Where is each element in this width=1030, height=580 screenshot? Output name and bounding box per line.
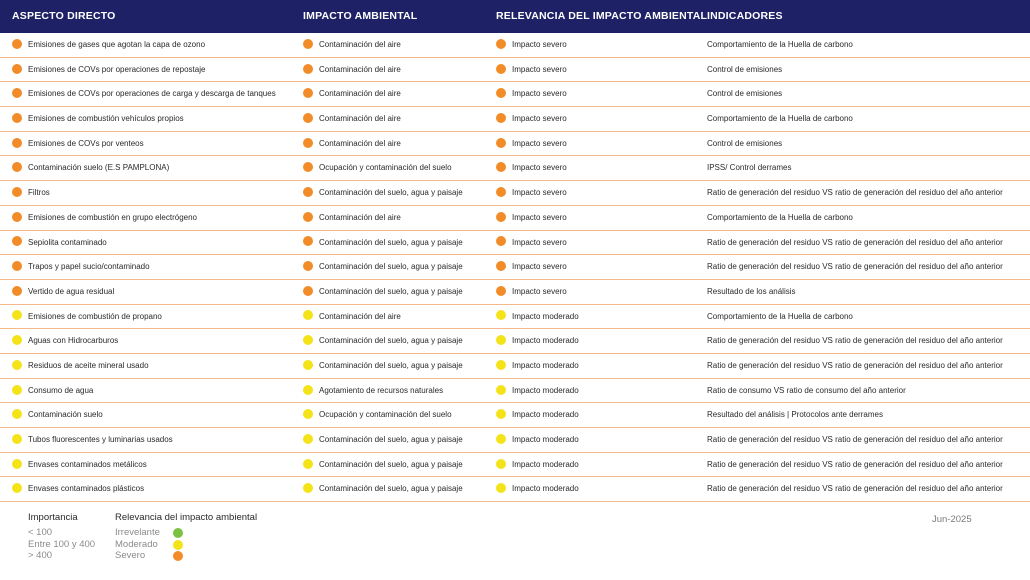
aspect-cell — [12, 206, 197, 230]
aspect-text: Emisiones de gases que agotan la capa de ozono — [28, 40, 206, 49]
aspect-text: Emisiones de combustión vehículos propios — [28, 114, 184, 124]
severity-dot-icon — [12, 261, 22, 271]
aspect-cell — [12, 107, 184, 131]
impact-cell — [303, 82, 401, 106]
indicator-cell — [707, 403, 883, 427]
impact-text: Contaminación del suelo, agua y paisaje — [319, 188, 463, 198]
legend-label: Severo — [115, 550, 146, 561]
severity-dot-icon — [303, 64, 313, 74]
aspect-text: Envases contaminados metálicos — [28, 459, 147, 469]
severity-dot-icon — [303, 236, 313, 246]
aspect-text: Contaminación suelo (E.S PAMPLONA) — [28, 163, 170, 173]
relevance-text: Impacto moderado — [512, 410, 579, 420]
indicator-text: Resultado del análisis | Protocolos ante derrames — [707, 410, 883, 420]
relevance-cell — [496, 453, 579, 477]
indicator-cell — [707, 280, 796, 304]
impact-text: Ocupación y contaminación del suelo — [319, 163, 452, 173]
aspect-cell — [12, 403, 103, 427]
indicator-text: Control de emisiones — [707, 89, 783, 99]
severity-dot-icon — [496, 39, 506, 49]
relevance-legend — [115, 512, 257, 562]
indicator-cell — [707, 379, 906, 403]
moderate-dot-icon — [173, 540, 183, 550]
aspect-text: Emisiones de COVs por operaciones de repostaje — [28, 64, 206, 74]
severity-dot-icon — [12, 385, 22, 395]
indicator-text: Ratio de generación del residuo VS ratio de generación del residuo del año anterior — [707, 237, 1003, 247]
aspect-cell — [12, 156, 169, 180]
header-relevance: RELEVANCIA DEL IMPACTO AMBIENTAL — [496, 10, 708, 22]
impact-text: Contaminación del aire — [319, 311, 401, 321]
severity-dot-icon — [303, 459, 313, 469]
severity-dot-icon — [303, 162, 313, 172]
impact-text: Contaminación del suelo, agua y paisaje — [319, 484, 463, 494]
severe-dot-icon — [173, 551, 183, 561]
impact-cell — [303, 181, 463, 205]
indicator-cell — [707, 181, 1003, 205]
impact-text: Contaminación del suelo, agua y paisaje — [319, 435, 463, 444]
relevance-cell — [496, 132, 567, 156]
indicator-cell — [707, 329, 1003, 353]
table-row — [0, 82, 1030, 107]
relevance-text: Impacto severo — [512, 89, 567, 99]
impact-cell — [303, 329, 463, 353]
aspect-text: Filtros — [28, 188, 50, 198]
severity-dot-icon — [496, 360, 506, 370]
legend-label: Moderado — [115, 538, 158, 550]
relevance-cell — [496, 280, 567, 304]
severity-dot-icon — [496, 212, 506, 222]
impact-text: Contaminación del suelo, agua y paisaje — [319, 360, 463, 370]
relevance-cell — [496, 354, 579, 378]
relevance-text: Impacto severo — [512, 212, 567, 222]
severity-dot-icon — [12, 138, 22, 148]
impact-cell — [303, 231, 463, 255]
indicator-text: Control de emisiones — [707, 64, 783, 74]
aspect-text: Emisiones de COVs por venteos — [28, 138, 144, 148]
indicator-cell — [707, 477, 1003, 501]
indicator-text: Ratio de consumo VS ratio de consumo del año anterior — [707, 385, 906, 395]
impact-cell — [303, 156, 452, 180]
severity-dot-icon — [496, 162, 506, 172]
table-row — [0, 329, 1030, 354]
indicator-text: Comportamiento de la Huella de carbono — [707, 114, 853, 124]
table-row — [0, 403, 1030, 428]
table-row — [0, 33, 1030, 58]
severity-dot-icon — [12, 236, 22, 246]
table-row — [0, 58, 1030, 83]
impact-cell — [303, 428, 463, 452]
relevance-text: Impacto severo — [512, 40, 567, 49]
impact-cell — [303, 132, 401, 156]
table-row — [0, 181, 1030, 206]
aspect-text: Vertido de agua residual — [28, 286, 115, 296]
aspect-cell — [12, 477, 144, 501]
irrelevant-dot-icon — [173, 528, 183, 538]
table-body — [0, 33, 1030, 502]
impact-cell — [303, 379, 443, 403]
impact-text: Agotamiento de recursos naturales — [319, 385, 444, 395]
severity-dot-icon — [303, 286, 313, 296]
severity-dot-icon — [496, 261, 506, 271]
relevance-text: Impacto moderado — [512, 336, 579, 346]
severity-dot-icon — [12, 212, 22, 222]
impact-text: Ocupación y contaminación del suelo — [319, 410, 452, 420]
legend-item-irrelevant — [115, 527, 257, 539]
relevance-text: Impacto severo — [512, 64, 567, 74]
severity-dot-icon — [12, 64, 22, 74]
relevance-text: Impacto severo — [512, 138, 567, 148]
indicator-text: Control de emisiones — [707, 138, 783, 148]
impact-cell — [303, 280, 463, 304]
impact-cell — [303, 255, 463, 279]
relevance-text: Impacto severo — [512, 237, 567, 247]
severity-dot-icon — [303, 335, 313, 345]
relevance-cell — [496, 379, 579, 403]
indicator-cell — [707, 255, 1003, 279]
aspect-text: Contaminación suelo — [28, 410, 103, 420]
severity-dot-icon — [496, 335, 506, 345]
aspect-cell — [12, 33, 205, 57]
aspect-cell — [12, 329, 118, 353]
impact-cell — [303, 58, 401, 82]
relevance-text: Impacto severo — [512, 262, 567, 272]
table-row — [0, 379, 1030, 404]
relevance-text: Impacto severo — [512, 188, 567, 198]
relevance-cell — [496, 33, 567, 57]
severity-dot-icon — [12, 286, 22, 296]
aspect-text: Emisiones de combustión en grupo electrógeno — [28, 212, 197, 222]
header-aspect: ASPECTO DIRECTO — [12, 10, 116, 22]
table-row — [0, 453, 1030, 478]
severity-dot-icon — [496, 64, 506, 74]
aspect-text: Tubos fluorescentes y luminarias usados — [28, 435, 173, 444]
indicator-text: Ratio de generación del residuo VS ratio de generación del residuo del año anterior — [707, 336, 1003, 346]
severity-dot-icon — [496, 434, 506, 444]
relevance-cell — [496, 82, 567, 106]
impact-cell — [303, 33, 401, 57]
table-row — [0, 231, 1030, 256]
indicator-cell — [707, 33, 853, 57]
impact-text: Contaminación del aire — [319, 212, 401, 222]
impact-cell — [303, 453, 463, 477]
severity-dot-icon — [12, 483, 22, 493]
indicator-cell — [707, 107, 853, 131]
severity-dot-icon — [12, 113, 22, 123]
relevance-text: Impacto severo — [512, 114, 567, 124]
severity-dot-icon — [303, 261, 313, 271]
relevance-text: Impacto moderado — [512, 435, 579, 444]
aspect-cell — [12, 132, 144, 156]
importance-legend — [28, 512, 95, 562]
indicator-cell — [707, 156, 791, 180]
severity-dot-icon — [12, 360, 22, 370]
severity-dot-icon — [12, 434, 22, 444]
aspect-text: Residuos de aceite mineral usado — [28, 360, 149, 370]
impact-cell — [303, 477, 463, 501]
indicator-text: Ratio de generación del residuo VS ratio de generación del residuo del año anterior — [707, 484, 1003, 494]
indicator-text: Ratio de generación del residuo VS ratio de generación del residuo del año anterior — [707, 188, 1003, 198]
legend-label: Irrevelante — [115, 527, 160, 538]
indicator-cell — [707, 428, 1003, 452]
severity-dot-icon — [303, 138, 313, 148]
relevance-text: Impacto moderado — [512, 311, 579, 321]
aspect-cell — [12, 453, 147, 477]
severity-dot-icon — [12, 187, 22, 197]
relevance-text: Impacto severo — [512, 286, 567, 296]
table-row — [0, 428, 1030, 453]
table-row — [0, 477, 1030, 502]
relevance-cell — [496, 305, 579, 329]
impact-cell — [303, 354, 463, 378]
indicator-cell — [707, 82, 782, 106]
indicator-text: Ratio de generación del residuo VS ratio de generación del residuo del año anterior — [707, 435, 1003, 444]
importance-title: Importancia — [28, 512, 78, 523]
legend-item-severe — [115, 550, 257, 562]
relevance-legend-title: Relevancia del impacto ambiental — [115, 512, 258, 523]
impact-cell — [303, 305, 401, 329]
importance-item: < 100 — [28, 527, 53, 538]
severity-dot-icon — [12, 162, 22, 172]
relevance-text: Impacto moderado — [512, 360, 579, 370]
severity-dot-icon — [303, 310, 313, 320]
relevance-cell — [496, 255, 567, 279]
indicator-text: IPSS/ Control derrames — [707, 163, 792, 173]
relevance-text: Impacto moderado — [512, 484, 579, 494]
relevance-cell — [496, 181, 567, 205]
severity-dot-icon — [496, 409, 506, 419]
severity-dot-icon — [303, 113, 313, 123]
aspect-text: Envases contaminados plásticos — [28, 484, 145, 494]
impact-text: Contaminación del aire — [319, 64, 401, 74]
severity-dot-icon — [12, 459, 22, 469]
severity-dot-icon — [303, 212, 313, 222]
aspect-cell — [12, 231, 107, 255]
aspect-text: Emisiones de combustión de propano — [28, 311, 162, 321]
table-row — [0, 305, 1030, 330]
aspect-cell — [12, 280, 114, 304]
impact-text: Contaminación del aire — [319, 138, 401, 148]
aspect-cell — [12, 82, 276, 106]
table-row — [0, 280, 1030, 305]
relevance-cell — [496, 231, 567, 255]
severity-dot-icon — [496, 138, 506, 148]
severity-dot-icon — [303, 187, 313, 197]
indicator-text: Comportamiento de la Huella de carbono — [707, 311, 853, 321]
aspect-text: Consumo de agua — [28, 385, 94, 395]
severity-dot-icon — [303, 88, 313, 98]
indicator-text: Comportamiento de la Huella de carbono — [707, 212, 853, 222]
relevance-cell — [496, 403, 579, 427]
aspect-cell — [12, 181, 50, 205]
severity-dot-icon — [496, 286, 506, 296]
severity-dot-icon — [496, 187, 506, 197]
aspect-cell — [12, 58, 205, 82]
severity-dot-icon — [12, 335, 22, 345]
table-row — [0, 354, 1030, 379]
aspect-text: Emisiones de COVs por operaciones de carga y descarga de tanques — [28, 89, 276, 99]
impact-text: Contaminación del aire — [319, 114, 401, 124]
severity-dot-icon — [303, 360, 313, 370]
header-impact: IMPACTO AMBIENTAL — [303, 10, 418, 22]
relevance-cell — [496, 206, 567, 230]
impact-cell — [303, 403, 452, 427]
indicator-text: Ratio de generación del residuo VS ratio de generación del residuo del año anterior — [707, 262, 1003, 272]
table-row — [0, 206, 1030, 231]
header-indicators: INDICADORES — [707, 10, 783, 22]
table-header — [0, 0, 1030, 33]
aspect-cell — [12, 354, 149, 378]
aspect-text: Sepiolita contaminado — [28, 237, 107, 247]
importance-item: > 400 — [28, 550, 53, 561]
severity-dot-icon — [496, 113, 506, 123]
severity-dot-icon — [303, 39, 313, 49]
severity-dot-icon — [12, 88, 22, 98]
relevance-cell — [496, 58, 567, 82]
severity-dot-icon — [496, 236, 506, 246]
relevance-cell — [496, 329, 579, 353]
impact-text: Contaminación del aire — [319, 40, 401, 49]
severity-dot-icon — [12, 310, 22, 320]
severity-dot-icon — [496, 459, 506, 469]
impact-text: Contaminación del suelo, agua y paisaje — [319, 262, 463, 272]
impact-text: Contaminación del suelo, agua y paisaje — [319, 237, 463, 247]
indicator-text: Resultado de los análisis — [707, 286, 796, 296]
relevance-text: Impacto severo — [512, 163, 567, 173]
severity-dot-icon — [303, 385, 313, 395]
relevance-cell — [496, 477, 579, 501]
table-row — [0, 107, 1030, 132]
indicator-text: Ratio de generación del residuo VS ratio de generación del residuo del año anterior — [707, 360, 1003, 370]
impact-text: Contaminación del suelo, agua y paisaje — [319, 459, 463, 469]
severity-dot-icon — [303, 434, 313, 444]
table-row — [0, 255, 1030, 280]
aspect-cell — [12, 255, 150, 279]
impact-text: Contaminación del aire — [319, 89, 401, 99]
table-row — [0, 132, 1030, 157]
severity-dot-icon — [303, 409, 313, 419]
aspect-cell — [12, 428, 173, 452]
severity-dot-icon — [496, 385, 506, 395]
indicator-text: Ratio de generación del residuo VS ratio de generación del residuo del año anterior — [707, 459, 1003, 469]
importance-item: Entre 100 y 400 — [28, 538, 96, 550]
severity-dot-icon — [303, 483, 313, 493]
indicator-cell — [707, 206, 853, 230]
document-date: Jun-2025 — [932, 514, 972, 525]
aspect-text: Trapos y papel sucio/contaminado — [28, 262, 150, 272]
indicator-text: Comportamiento de la Huella de carbono — [707, 40, 853, 49]
relevance-cell — [496, 156, 567, 180]
impact-text: Contaminación del suelo, agua y paisaje — [319, 336, 463, 346]
legend-item-moderate — [115, 539, 257, 551]
aspect-cell — [12, 379, 93, 403]
relevance-cell — [496, 107, 567, 131]
indicator-cell — [707, 58, 782, 82]
indicator-cell — [707, 453, 1003, 477]
table-row — [0, 156, 1030, 181]
severity-dot-icon — [12, 39, 22, 49]
aspect-cell — [12, 305, 162, 329]
severity-dot-icon — [496, 310, 506, 320]
relevance-text: Impacto moderado — [512, 459, 579, 469]
indicator-cell — [707, 231, 1003, 255]
impact-text: Contaminación del suelo, agua y paisaje — [319, 286, 463, 296]
aspect-text: Aguas con Hidrocarburos — [28, 336, 119, 346]
relevance-cell — [496, 428, 579, 452]
impact-cell — [303, 107, 401, 131]
relevance-text: Impacto moderado — [512, 385, 579, 395]
severity-dot-icon — [496, 88, 506, 98]
impact-cell — [303, 206, 401, 230]
indicator-cell — [707, 354, 1003, 378]
indicator-cell — [707, 305, 853, 329]
severity-dot-icon — [496, 483, 506, 493]
indicator-cell — [707, 132, 782, 156]
severity-dot-icon — [12, 409, 22, 419]
